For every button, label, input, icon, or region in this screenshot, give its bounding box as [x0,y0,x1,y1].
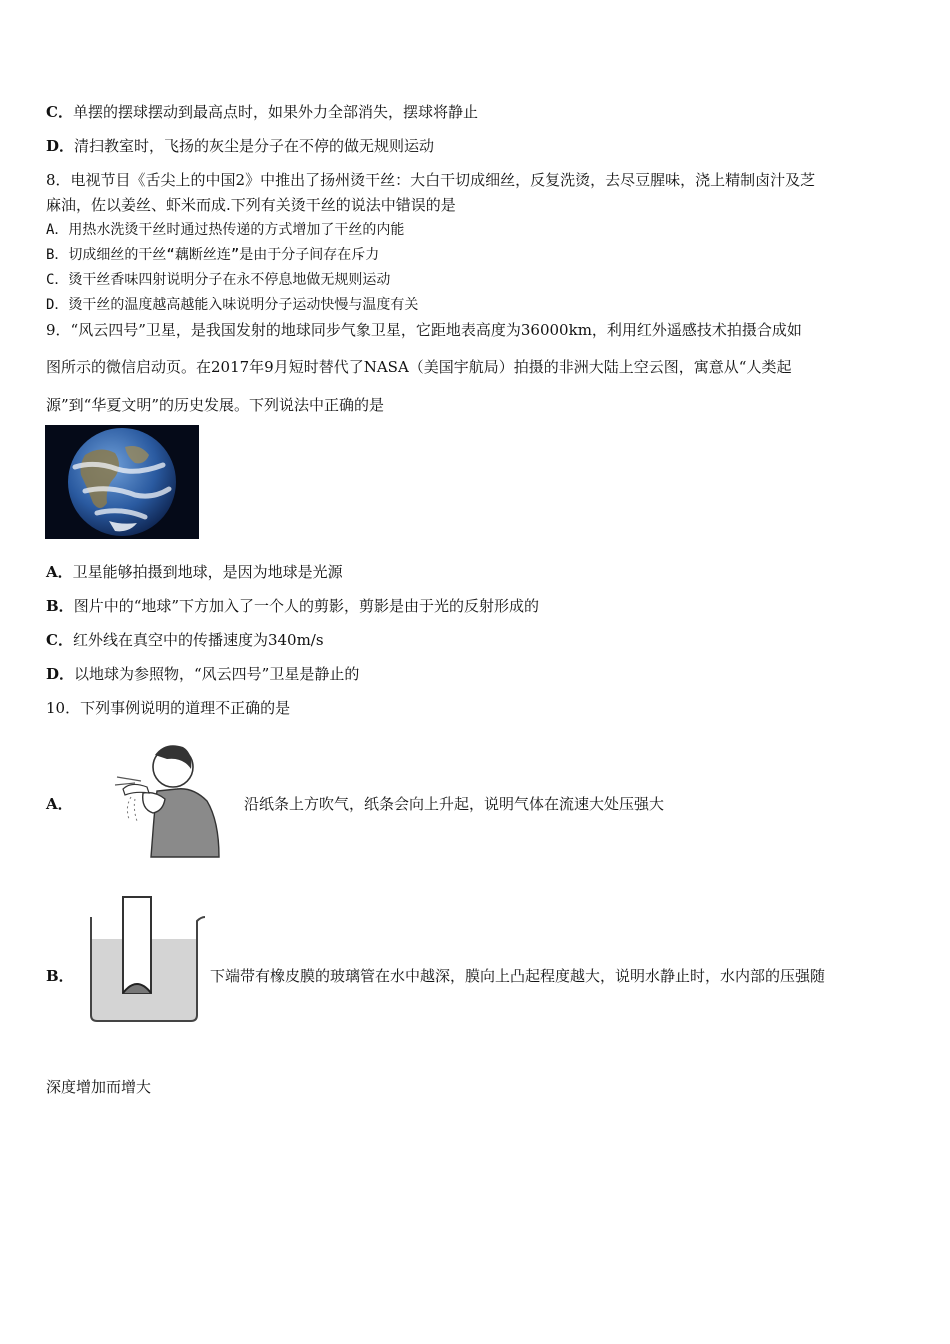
option-text: 图片中的“地球”下方加入了一个人的剪影，剪影是由于光的反射形成的 [73,597,540,615]
option-c-prev [46,102,478,122]
q9-stem-line1: 9．“风云四号”卫星，是我国发射的地球同步气象卫星，它距地表高度为36000km，利用红外遥感技术拍摄合成如 [46,321,802,339]
air-flow-lines [115,777,141,785]
option-text: 卫星能够拍摄到地球，是因为地球是光源 [72,563,343,581]
option-label: B． [46,597,74,615]
earth-image [45,425,199,539]
q10-option-b-text: 下端带有橡皮膜的玻璃管在水中越深，膜向上凸起程度越大，说明水静止时，水内部的压强随 [210,967,826,985]
q9-stem-line2: 图所示的微信启动页。在2017年9月短时替代了NASA（美国宇航局）拍摄的非洲大陆上空云图，寓意从“人类起 [46,358,792,376]
option-text: 红外线在真空中的传播速度为340m/s [72,631,324,649]
option-label: A． [46,795,73,813]
q10-stem: 10．下列事例说明的道理不正确的是 [46,699,291,717]
q8-option-b: B．切成细丝的干丝“藕断丝连”是由于分子间存在斥力 [46,247,380,263]
q9-option-d [46,664,359,684]
beaker-tube-figure [85,895,207,1025]
falling-lines [127,797,137,821]
option-label: A． [46,563,73,581]
q8-stem-line2: 麻油，佐以姜丝、虾米而成.下列有关烫干丝的说法中错误的是 [46,196,456,214]
earth-globe [68,428,176,536]
q9-option-b [46,596,539,616]
q9-stem-line3: 源”到“华夏文明”的历史发展。下列说法中正确的是 [46,396,385,414]
q9-option-c [46,630,324,650]
q10-option-a-text: 沿纸条上方吹气，纸条会向上升起，说明气体在流速大处压强大 [244,795,665,813]
option-text: 单摆的摆球摆动到最高点时，如果外力全部消失，摆球将静止 [72,103,478,121]
q8-stem-line1: 8．电视节目《舌尖上的中国2》中推出了扬州烫干丝：大白干切成细丝，反复洗烫，去尽豆腥味，浇上精制卤汁及芝 [46,171,816,189]
option-d-prev [46,136,434,156]
option-label: C． [46,631,73,649]
q10-option-b-label [46,966,74,986]
q9-option-a [46,562,343,582]
q8-option-d: D．烫干丝的温度越高越能入味说明分子运动快慢与温度有关 [46,297,419,313]
q10-option-a-label [46,794,73,814]
option-label: C． [46,103,73,121]
option-label: D． [46,665,75,683]
q10-option-b-continuation: 深度增加而增大 [46,1078,152,1096]
blowing-paper-figure [95,735,225,860]
option-text: 清扫教室时，飞扬的灰尘是分子在不停的做无规则运动 [74,137,435,155]
option-text: 以地球为参照物，“风云四号”卫星是静止的 [74,665,360,683]
option-label: B． [46,967,74,985]
option-label: D． [46,137,75,155]
q8-option-c: C．烫干丝香味四射说明分子在永不停息地做无规则运动 [46,272,391,288]
q8-option-a: A．用热水洗烫干丝时通过热传递的方式增加了干丝的内能 [46,222,405,238]
